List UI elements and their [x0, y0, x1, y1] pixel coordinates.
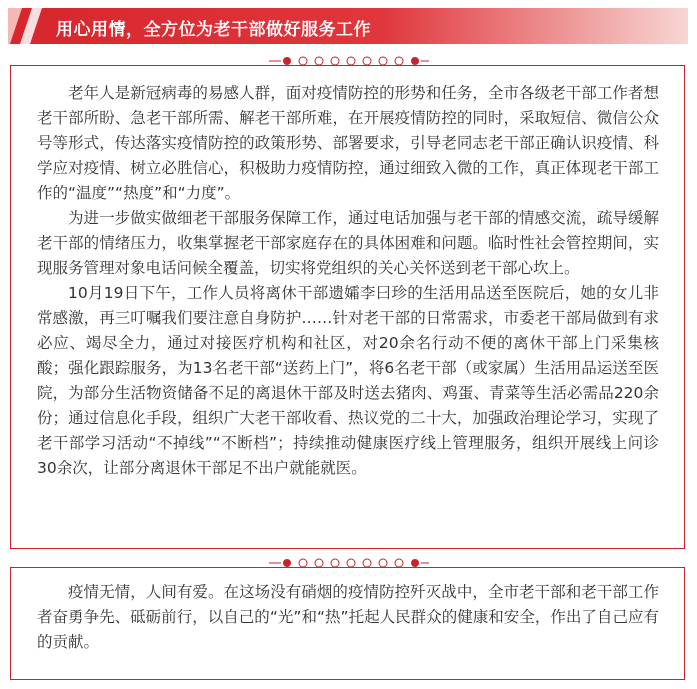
paragraph: 老年人是新冠病毒的易感人群，面对疫情防控的形势和任务，全市各级老干部工作者想老干部所盼、急老干部所需、解老干部所难，在开展疫情防控的同时，采取短信、微信公众号等形式，传达落实疫情防控的政策形势、部署要求，引导老同志老干部正确认识疫情、科学应对疫情、树立必胜信心，积极助力疫情防控，通过细致入微的工作，真正体现老干部工作的“温度”“热度”和“力度”。 [37, 84, 659, 202]
section-title: 用心用情，全方位为老干部做好服务工作 [56, 20, 371, 40]
paragraph: 10月19日下午，工作人员将离休干部遗孀李曰珍的生活用品送至医院后，她的女儿非常感激，再三叮嘱我们要注意自身防护……针对老干部的日常需求，市委老干部局做到有求必应、竭尽全力，通过对接医疗机构和社区，对20余名行动不便的离休干部上门采集核酸；强化跟踪服务，为13名老干部“送药上门”，将6名老干部（或家属）生活用品运送至医院，为部分生活物资储备不足的离退休干部及时送去猪肉、鸡蛋、青菜等生活必需品220余份；通过信息化手段，组织广大老干部收看、热议党的二十大，加强政治理论学习，实现了老干部学习活动“不掉线”“不断档”；持续推动健康医疗线上管理服务，组织开展线上问诊30余次，让部分离退休干部足不出户就能就医。 [37, 284, 659, 477]
section-header-banner [8, 8, 688, 44]
paragraph: 疫情无情，人间有爱。在这场没有硝烟的疫情防控歼灭战中，全市老干部和老干部工作者奋勇争先、砥砺前行，以自己的“光”和“热”托起人民群众的健康和安全，作出了自己应有的贡献。 [37, 583, 659, 651]
main-text-box [10, 65, 685, 549]
closing-text-box [10, 567, 685, 680]
paragraph: 为进一步做实做细老干部服务保障工作，通过电话加强与老干部的情感交流，疏导缓解老干部的情绪压力，收集掌握老干部家庭存在的具体困难和问题。临时性社会管控期间，实现服务管理对象电话问候全覆盖，切实将党组织的关心关怀送到老干部心坎上。 [37, 209, 659, 277]
